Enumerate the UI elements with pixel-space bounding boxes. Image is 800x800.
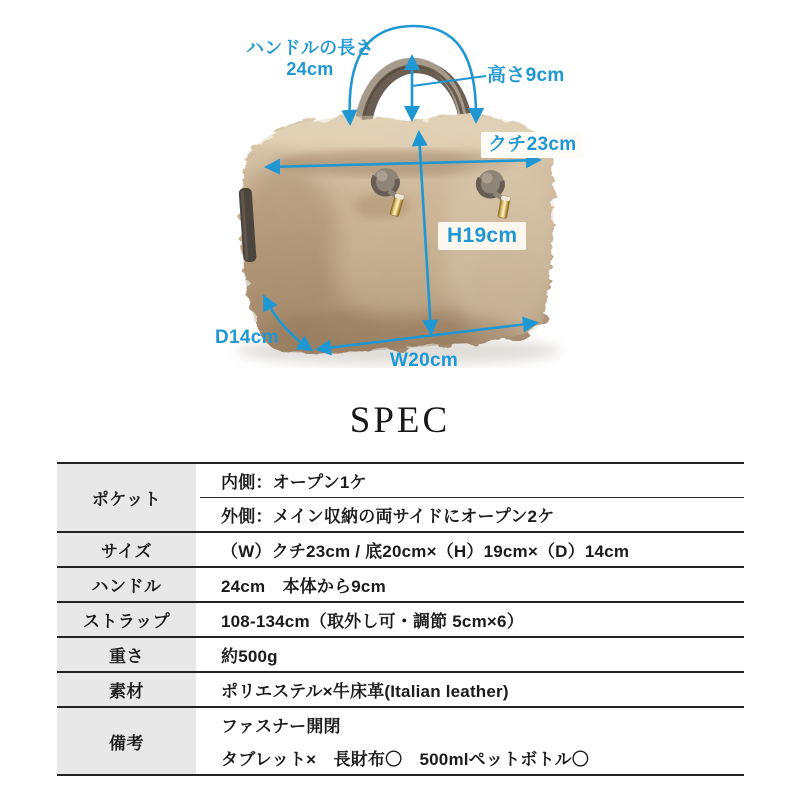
row-value-pocket-outside: 外側：メイン収納の両サイドにオープン2ケ — [221, 507, 555, 526]
height-label: 高さ9cm — [487, 65, 565, 86]
bag-height-label: H19cm — [438, 222, 526, 250]
spec-table — [57, 462, 744, 776]
row-value-notes-line1: ファスナー開閉 — [221, 717, 341, 736]
spec-row-material — [57, 673, 744, 708]
handle-length-label-line1: ハンドルの長さ — [245, 38, 375, 58]
row-label-strap: ストラップ — [57, 603, 200, 636]
row-value-handle: 24cm 本体から9cm — [221, 577, 386, 596]
row-value-material: ポリエステル×牛床革(Italian leather) — [221, 682, 509, 701]
handle-length-label-line2: 24cm — [286, 58, 334, 79]
spec-row-weight — [57, 638, 744, 673]
width-label: W20cm — [390, 350, 459, 371]
row-value-strap: 108-134cm（取外し可・調節 5cm×6） — [221, 612, 524, 631]
spec-row-pocket — [57, 464, 744, 533]
row-label-pocket: ポケット — [57, 464, 200, 531]
row-label-handle: ハンドル — [57, 568, 200, 601]
spec-row-notes — [57, 708, 744, 776]
spec-row-size — [57, 533, 744, 568]
depth-label: D14cm — [215, 327, 279, 348]
row-label-size: サイズ — [57, 533, 200, 566]
handle-length-label — [232, 38, 388, 79]
row-label-notes: 備考 — [57, 708, 200, 774]
spec-row-handle — [57, 568, 744, 603]
row-label-material: 素材 — [57, 673, 200, 706]
mouth-width-label: クチ23cm — [481, 132, 583, 158]
spec-row-strap — [57, 603, 744, 638]
row-value-size: （W）クチ23cm / 底20cm×（H）19cm×（D）14cm — [221, 542, 630, 561]
row-label-weight: 重さ — [57, 638, 200, 671]
row-value-weight: 約500g — [221, 647, 278, 666]
spec-title: SPEC — [349, 400, 451, 441]
row-value-pocket-inside: 内側：オープン1ケ — [200, 464, 744, 498]
row-value-notes-line2: タブレット× 長財布〇 500mlペットボトル〇 — [221, 750, 590, 769]
